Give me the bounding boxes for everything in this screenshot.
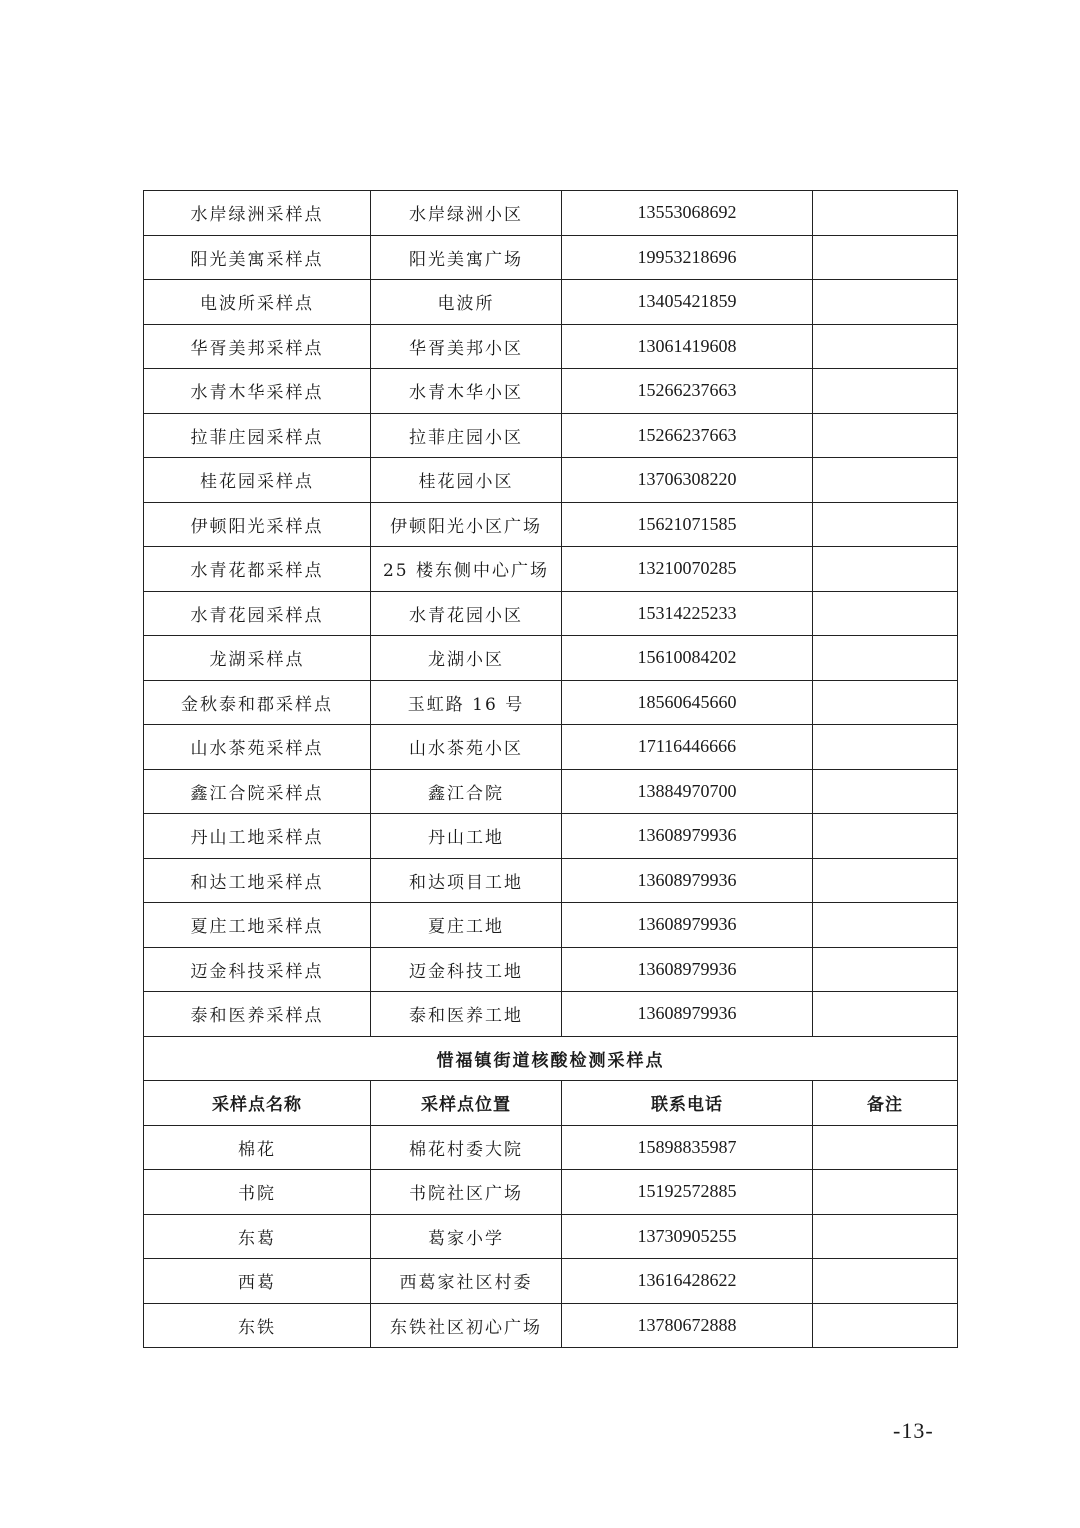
site-name-cell: 夏庄工地采样点 [144, 903, 371, 948]
table-row [144, 903, 958, 948]
table-row [144, 1170, 958, 1215]
table-row [144, 369, 958, 414]
phone-cell: 13608979936 [562, 947, 813, 992]
phone-cell: 13608979936 [562, 903, 813, 948]
note-cell [813, 1259, 958, 1304]
table-row [144, 1259, 958, 1304]
phone-cell: 13608979936 [562, 814, 813, 859]
site-name-cell: 迈金科技采样点 [144, 947, 371, 992]
section-title: 惜福镇街道核酸检测采样点 [144, 1036, 958, 1081]
site-location-cell: 桂花园小区 [371, 458, 562, 503]
header-site-location: 采样点位置 [371, 1081, 562, 1126]
site-location-cell: 棉花村委大院 [371, 1125, 562, 1170]
site-name-cell: 鑫江合院采样点 [144, 769, 371, 814]
site-name-cell: 阳光美寓采样点 [144, 235, 371, 280]
header-site-name: 采样点名称 [144, 1081, 371, 1126]
note-cell [813, 235, 958, 280]
site-location-cell: 西葛家社区村委 [371, 1259, 562, 1304]
table-row [144, 1303, 958, 1348]
phone-cell: 13616428622 [562, 1259, 813, 1304]
site-name-cell: 电波所采样点 [144, 280, 371, 325]
site-location-cell: 和达项目工地 [371, 858, 562, 903]
note-cell [813, 413, 958, 458]
phone-cell: 15192572885 [562, 1170, 813, 1215]
site-name-cell: 丹山工地采样点 [144, 814, 371, 859]
table-row [144, 992, 958, 1037]
site-location-cell: 书院社区广场 [371, 1170, 562, 1215]
site-name-cell: 水青花都采样点 [144, 547, 371, 592]
table-row [144, 324, 958, 369]
site-name-cell: 泰和医养采样点 [144, 992, 371, 1037]
header-note: 备注 [813, 1081, 958, 1126]
phone-cell: 15266237663 [562, 369, 813, 414]
phone-cell: 13780672888 [562, 1303, 813, 1348]
note-cell [813, 324, 958, 369]
table-body [144, 191, 958, 1348]
note-cell [813, 191, 958, 236]
site-name-cell: 水青花园采样点 [144, 591, 371, 636]
phone-cell: 15898835987 [562, 1125, 813, 1170]
site-location-cell: 鑫江合院 [371, 769, 562, 814]
section-title-row [144, 1036, 958, 1081]
site-location-cell: 25 楼东侧中心广场 [371, 547, 562, 592]
site-name-cell: 桂花园采样点 [144, 458, 371, 503]
site-name-cell: 棉花 [144, 1125, 371, 1170]
note-cell [813, 591, 958, 636]
note-cell [813, 992, 958, 1037]
site-location-cell: 迈金科技工地 [371, 947, 562, 992]
phone-cell: 13210070285 [562, 547, 813, 592]
note-cell [813, 1125, 958, 1170]
note-cell [813, 1170, 958, 1215]
note-cell [813, 858, 958, 903]
site-location-cell: 东铁社区初心广场 [371, 1303, 562, 1348]
table-row [144, 502, 958, 547]
phone-cell: 15621071585 [562, 502, 813, 547]
table-row [144, 591, 958, 636]
table-row [144, 725, 958, 770]
site-name-cell: 金秋泰和郡采样点 [144, 680, 371, 725]
site-location-cell: 伊顿阳光小区广场 [371, 502, 562, 547]
note-cell [813, 814, 958, 859]
note-cell [813, 547, 958, 592]
site-location-cell: 玉虹路 16 号 [371, 680, 562, 725]
site-location-cell: 葛家小学 [371, 1214, 562, 1259]
site-location-cell: 山水茶苑小区 [371, 725, 562, 770]
table-row [144, 191, 958, 236]
table-row [144, 680, 958, 725]
site-location-cell: 丹山工地 [371, 814, 562, 859]
site-name-cell: 伊顿阳光采样点 [144, 502, 371, 547]
table-row [144, 636, 958, 681]
phone-cell: 13884970700 [562, 769, 813, 814]
site-location-cell: 龙湖小区 [371, 636, 562, 681]
site-name-cell: 龙湖采样点 [144, 636, 371, 681]
note-cell [813, 725, 958, 770]
site-name-cell: 水青木华采样点 [144, 369, 371, 414]
site-location-cell: 泰和医养工地 [371, 992, 562, 1037]
site-name-cell: 华胥美邦采样点 [144, 324, 371, 369]
site-location-cell: 电波所 [371, 280, 562, 325]
note-cell [813, 1303, 958, 1348]
table-row [144, 280, 958, 325]
site-name-cell: 山水茶苑采样点 [144, 725, 371, 770]
note-cell [813, 769, 958, 814]
site-location-cell: 拉菲庄园小区 [371, 413, 562, 458]
site-location-cell: 水青木华小区 [371, 369, 562, 414]
note-cell [813, 458, 958, 503]
note-cell [813, 502, 958, 547]
sampling-sites-table [143, 190, 958, 1348]
table-row [144, 458, 958, 503]
site-location-cell: 阳光美寓广场 [371, 235, 562, 280]
site-name-cell: 西葛 [144, 1259, 371, 1304]
header-phone: 联系电话 [562, 1081, 813, 1126]
phone-cell: 13730905255 [562, 1214, 813, 1259]
table-row [144, 1214, 958, 1259]
phone-cell: 17116446666 [562, 725, 813, 770]
table-row [144, 547, 958, 592]
column-header-row [144, 1081, 958, 1126]
site-name-cell: 水岸绿洲采样点 [144, 191, 371, 236]
page-number: -13- [893, 1418, 934, 1443]
table-row [144, 235, 958, 280]
note-cell [813, 680, 958, 725]
phone-cell: 13608979936 [562, 992, 813, 1037]
note-cell [813, 369, 958, 414]
site-name-cell: 书院 [144, 1170, 371, 1215]
phone-cell: 18560645660 [562, 680, 813, 725]
phone-cell: 19953218696 [562, 235, 813, 280]
site-location-cell: 水青花园小区 [371, 591, 562, 636]
table-row [144, 947, 958, 992]
site-location-cell: 水岸绿洲小区 [371, 191, 562, 236]
phone-cell: 15314225233 [562, 591, 813, 636]
site-name-cell: 拉菲庄园采样点 [144, 413, 371, 458]
phone-cell: 13553068692 [562, 191, 813, 236]
phone-cell: 13706308220 [562, 458, 813, 503]
note-cell [813, 1214, 958, 1259]
note-cell [813, 636, 958, 681]
phone-cell: 13608979936 [562, 858, 813, 903]
note-cell [813, 903, 958, 948]
site-name-cell: 东铁 [144, 1303, 371, 1348]
site-location-cell: 夏庄工地 [371, 903, 562, 948]
note-cell [813, 280, 958, 325]
table-row [144, 858, 958, 903]
table-row [144, 413, 958, 458]
site-name-cell: 东葛 [144, 1214, 371, 1259]
site-location-cell: 华胥美邦小区 [371, 324, 562, 369]
table-row [144, 769, 958, 814]
phone-cell: 13405421859 [562, 280, 813, 325]
phone-cell: 15610084202 [562, 636, 813, 681]
phone-cell: 15266237663 [562, 413, 813, 458]
table-row [144, 814, 958, 859]
phone-cell: 13061419608 [562, 324, 813, 369]
site-name-cell: 和达工地采样点 [144, 858, 371, 903]
table-row [144, 1125, 958, 1170]
note-cell [813, 947, 958, 992]
